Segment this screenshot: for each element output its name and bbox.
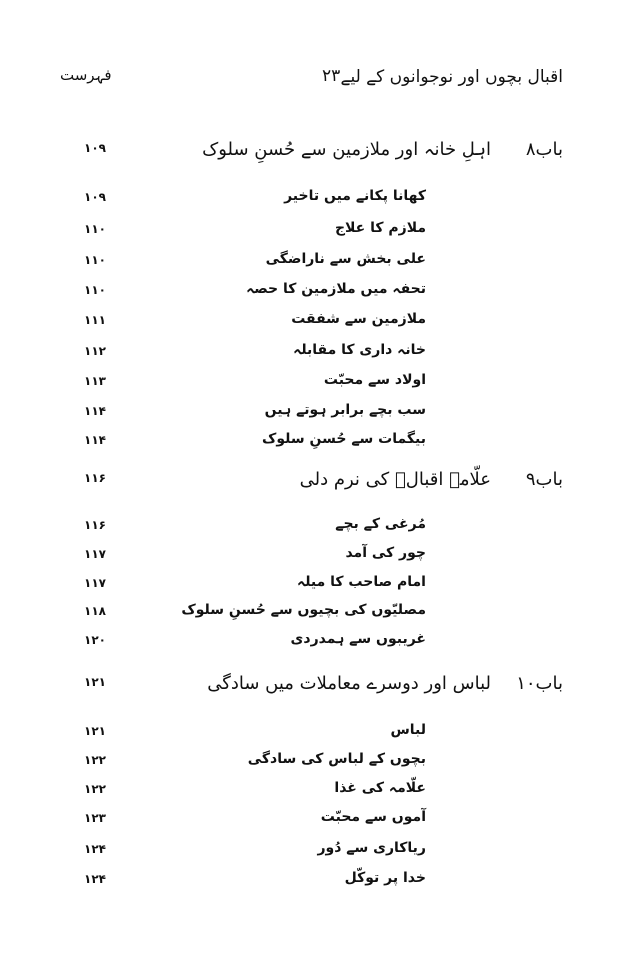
- entry-title: اولاد سے محبّت: [323, 372, 426, 388]
- entry-title: خدا پر توکّل: [344, 870, 426, 886]
- entry-title: ملازمین سے شفقت: [291, 311, 426, 327]
- entry-page: ۱۱۴: [84, 404, 106, 418]
- toc-entry: [0, 311, 621, 339]
- entry-title: ملازم کا علاج: [334, 220, 426, 236]
- entry-page: ۱۲۱: [84, 724, 106, 738]
- entry-page: ۱۰۹: [84, 190, 106, 204]
- toc-entry: [0, 402, 621, 430]
- entry-title: لباس: [390, 722, 426, 738]
- entry-page: ۱۲۴: [84, 872, 106, 886]
- entry-title: تحفہ میں ملازمین کا حصہ: [246, 281, 426, 297]
- toc-entry: [0, 722, 621, 750]
- entry-title: مصلیّوں کی بچیوں سے حُسنِ سلوک: [181, 602, 426, 618]
- toc-chapter-8: [0, 141, 621, 169]
- entry-title: مُرغی کے بچے: [335, 516, 426, 532]
- toc-entry: [0, 281, 621, 309]
- entry-page: ۱۱۴: [84, 433, 106, 447]
- entry-page: ۱۲۰: [84, 633, 106, 647]
- entry-title: ریاکاری سے دُور: [317, 840, 426, 856]
- toc-entry: [0, 780, 621, 808]
- entry-page: ۱۱۰: [84, 222, 106, 236]
- toc-chapter-9: [0, 471, 621, 499]
- chapter-title: اہلِ خانہ اور ملازمین سے حُسنِ سلوک: [202, 139, 491, 160]
- entry-page: ۱۱۶: [84, 518, 106, 532]
- entry-title: امام صاحب کا میلہ: [296, 574, 426, 590]
- chapter-label: باب۹: [525, 469, 563, 490]
- toc-entry: [0, 751, 621, 779]
- toc-entry: [0, 631, 621, 659]
- toc-entry: [0, 870, 621, 898]
- chapter-label: باب۱۰: [516, 673, 563, 694]
- entry-page: ۱۱۷: [84, 547, 106, 561]
- entry-title: خانہ داری کا مقابلہ: [293, 342, 426, 358]
- entry-title: بیگمات سے حُسنِ سلوک: [262, 431, 426, 447]
- chapter-title: لباس اور دوسرے معاملات میں سادگی: [207, 673, 491, 694]
- toc-chapter-10: [0, 675, 621, 703]
- chapter-page: ۱۲۱: [84, 675, 106, 689]
- chapter-title: علّامہ اقبالؒ کی نرم دلی: [299, 469, 491, 490]
- entry-page: ۱۲۲: [84, 753, 106, 767]
- entry-title: چور کی آمد: [345, 545, 426, 561]
- entry-title: بچوں کے لباس کی سادگی: [247, 751, 426, 767]
- section-label: فہرست: [60, 66, 112, 84]
- toc-entry: [0, 545, 621, 573]
- entry-title: سب بچے برابر ہوتے ہیں: [264, 402, 426, 418]
- page-header: [60, 66, 563, 96]
- entry-page: ۱۱۱: [84, 313, 106, 327]
- toc-entry: [0, 188, 621, 216]
- entry-page: ۱۲۲: [84, 782, 106, 796]
- toc-entry: [0, 431, 621, 459]
- entry-title: کھانا پکانے میں تاخیر: [284, 188, 426, 204]
- toc-entry: [0, 220, 621, 248]
- entry-page: ۱۲۴: [84, 842, 106, 856]
- toc-entry: [0, 809, 621, 837]
- toc-entry: [0, 516, 621, 544]
- running-title: اقبال بچوں اور نوجوانوں کے لیے: [340, 67, 563, 87]
- toc-entry: [0, 372, 621, 400]
- toc-entry: [0, 342, 621, 370]
- entry-page: ۱۱۸: [84, 604, 106, 618]
- entry-title: غریبوں سے ہمدردی: [290, 631, 426, 647]
- toc-entry: [0, 574, 621, 602]
- entry-title: علی بخش سے ناراضگی: [265, 251, 426, 267]
- chapter-label: باب۸: [525, 139, 563, 160]
- entry-page: ۱۱۷: [84, 576, 106, 590]
- toc-entry: [0, 840, 621, 868]
- entry-title: علّامہ کی غذا: [334, 780, 426, 796]
- entry-title: آموں سے محبّت: [320, 809, 426, 825]
- entry-page: ۱۱۰: [84, 253, 106, 267]
- page-number: ۲۳: [322, 66, 341, 86]
- entry-page: ۱۱۲: [84, 344, 106, 358]
- entry-page: ۱۱۳: [84, 374, 106, 388]
- toc-entry: [0, 251, 621, 279]
- toc-entry: [0, 602, 621, 630]
- entry-page: ۱۱۰: [84, 283, 106, 297]
- entry-page: ۱۲۳: [84, 811, 106, 825]
- chapter-page: ۱۰۹: [84, 141, 106, 155]
- chapter-page: ۱۱۶: [84, 471, 106, 485]
